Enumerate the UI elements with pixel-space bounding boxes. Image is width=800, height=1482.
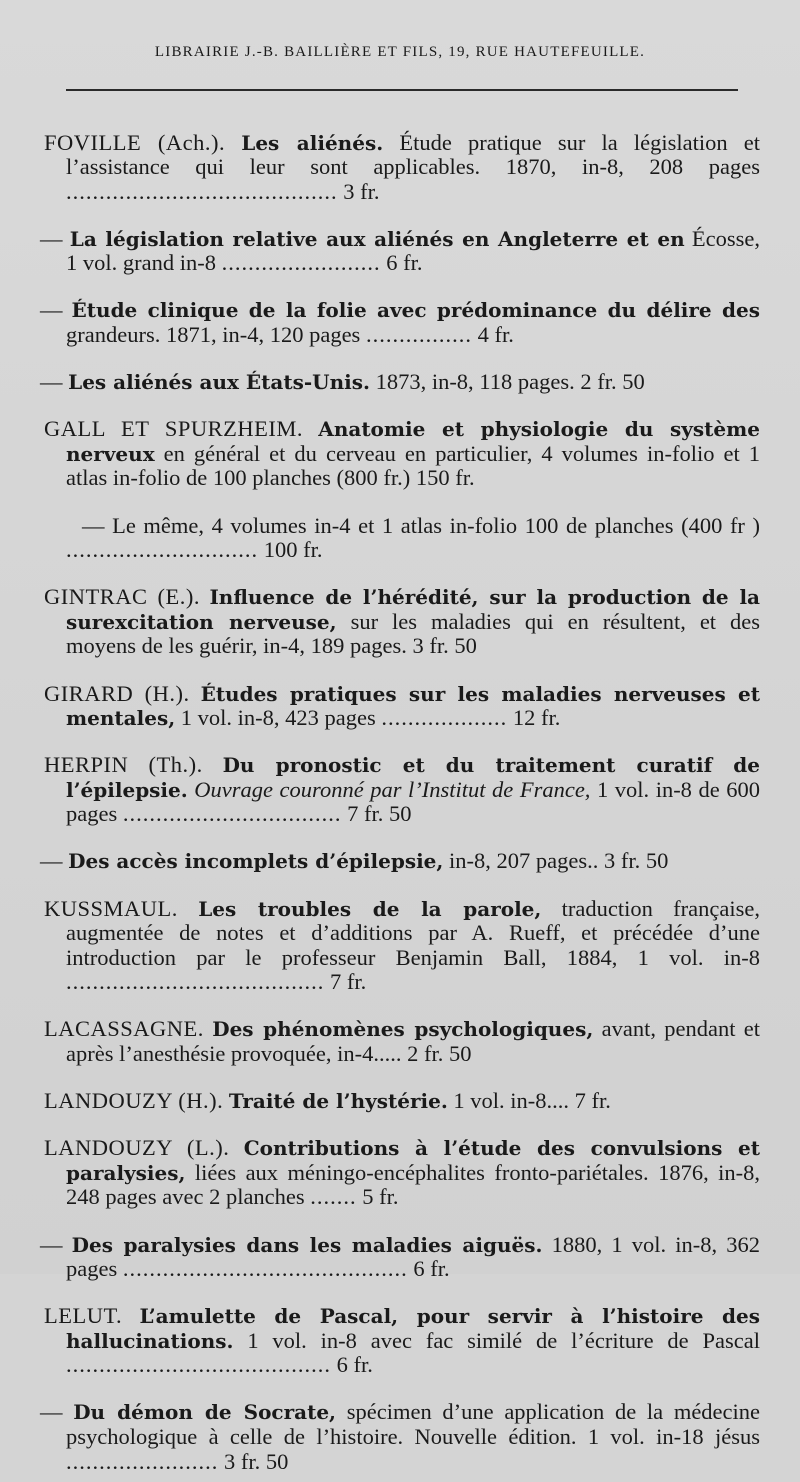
entry-author: GALL ET SPURZHEIM. xyxy=(44,416,303,442)
entry-title: Du pronostic et du traitement curatif de l’épilepsie. xyxy=(66,753,761,802)
entry-title: Contributions à l’étude des convulsions et paralysies, xyxy=(66,1136,761,1185)
entry-price: 6 fr. xyxy=(413,1256,450,1282)
ditto-dash: — xyxy=(40,848,63,874)
entry-description: Le même, 4 volumes in-4 et 1 atlas in-folio 100 de planches (400 fr ) xyxy=(112,512,761,538)
ditto-dash: — xyxy=(40,1399,63,1425)
entry-author: GIRARD (H.). xyxy=(44,680,190,706)
entry-title: L’amulette de Pascal, pour servir à l’histoire des hallucinations. xyxy=(66,1304,761,1353)
leader-dots: ........................................... xyxy=(122,1256,408,1282)
catalog-entry xyxy=(40,1017,760,1066)
entry-description: en général et du cerveau en particulier, 4 volumes in-folio et 1 atlas in-folio de 100 planches (800 fr.) xyxy=(66,440,760,491)
catalog-entry xyxy=(40,370,760,395)
entry-price: 6 fr. xyxy=(336,1352,373,1378)
ditto-dash: — xyxy=(40,297,63,323)
entry-author: LANDOUZY (L.). xyxy=(44,1135,230,1161)
catalog-entry xyxy=(40,417,760,491)
entry-title: Les troubles de la parole, xyxy=(198,896,542,921)
leader-dots: ......................................... xyxy=(66,178,338,204)
catalog-entry xyxy=(40,753,760,827)
page-header: LIBRAIRIE J.-B. BAILLIÈRE ET FILS, 19, RUE HAUTEFEUILLE. xyxy=(154,44,646,60)
entry-price: 6 fr. xyxy=(386,250,423,276)
entry-author: LANDOUZY (H.). xyxy=(44,1088,224,1114)
catalog-entry xyxy=(40,1089,760,1114)
entry-price: 12 fr. xyxy=(512,705,561,731)
leader-dots: ....... xyxy=(310,1184,357,1210)
entry-description: spécimen d’une application de la médecine psychologique à celle de l’histoire. Nouvelle édition. 1 vol. in-18 jésus xyxy=(66,1399,761,1450)
catalog-entry xyxy=(40,298,760,347)
ditto-dash: — xyxy=(40,1231,63,1257)
entry-title: Les aliénés aux États-Unis. xyxy=(68,370,370,395)
entry-description: 1 vol. in-8 de 600 pages xyxy=(66,776,761,827)
catalog-entry xyxy=(40,585,760,659)
entry-author: LELUT. xyxy=(44,1303,123,1329)
entry-description: 1 vol. in-8, 423 pages xyxy=(180,705,376,731)
entry-price: 3 fr. 50 xyxy=(224,1448,289,1474)
ditto-dash: — xyxy=(40,369,63,395)
entry-description: Étude pratique sur la législation et l’assistance qui leur sont applicables. 1870, in-8, 208 pages xyxy=(66,129,760,180)
catalog-entry xyxy=(40,131,760,205)
catalog-entries xyxy=(40,108,760,1482)
entry-author: LACASSAGNE. xyxy=(44,1016,204,1042)
catalog-entry xyxy=(40,682,760,731)
catalog-entry xyxy=(40,1136,760,1210)
entry-price: 100 fr. xyxy=(263,537,323,563)
entry-title: La législation relative aux aliénés en Angleterre et en xyxy=(69,226,685,251)
entry-title: Des paralysies dans les maladies aiguës. xyxy=(71,1232,543,1257)
entry-title: Influence de l’hérédité, sur la production de la surexcitation nerveuse, xyxy=(66,585,761,634)
entry-author: HERPIN (Th.). xyxy=(44,752,203,778)
entry-description: 1880, 1 vol. in-8, 362 pages xyxy=(66,1231,761,1282)
entry-description: in-8, 207 pages.. xyxy=(449,848,599,874)
entry-description: 1873, in-8, 118 pages. xyxy=(375,369,575,395)
catalog-entry xyxy=(40,514,760,563)
catalog-entry xyxy=(40,897,760,995)
entry-description: 1 vol. in-8 avec fac similé de l’écriture de Pascal xyxy=(247,1327,760,1353)
entry-description: traduction française, augmentée de notes et d’additions par A. Rueff, et précédée d’une introduction par le professeur Benjamin Ball, 1884, 1 vol. in-8 xyxy=(66,895,760,970)
entry-description: liées aux méningo-encéphalites fronto-pariétales. 1876, in-8, 248 pages avec 2 planches xyxy=(66,1159,760,1210)
leader-dots: ........................ xyxy=(221,250,381,276)
entry-description: avant, pendant et après l’anesthésie provoquée, in-4..... xyxy=(66,1016,761,1067)
entry-price: 3 fr. xyxy=(343,178,380,204)
entry-description: grandeurs. 1871, in-4, 120 pages xyxy=(66,322,361,348)
entry-price: 3 fr. 50 xyxy=(603,848,669,874)
entry-title: Anatomie et physiologie du système nerveux xyxy=(66,417,761,466)
leader-dots: ................................. xyxy=(122,801,342,827)
entry-author: FOVILLE (Ach.). xyxy=(44,129,226,155)
catalog-entry xyxy=(40,227,760,276)
entry-title: Des phénomènes psychologiques, xyxy=(212,1017,594,1042)
entry-price: 7 fr. xyxy=(330,969,367,995)
catalog-entry xyxy=(40,1304,760,1378)
entry-title: Étude clinique de la folie avec prédominance du délire des xyxy=(71,298,760,323)
entry-title: Des accès incomplets d’épilepsie, xyxy=(68,849,444,874)
entry-price: 2 fr. 50 xyxy=(580,369,645,395)
entry-price: 5 fr. xyxy=(362,1184,399,1210)
entry-description: 1 vol. in-8.... xyxy=(453,1088,570,1114)
entry-price: 150 fr. xyxy=(415,465,475,491)
leader-dots: ................... xyxy=(381,705,508,731)
leader-dots: ................ xyxy=(365,322,472,348)
entry-author: GINTRAC (E.). xyxy=(44,584,200,610)
entry-title: Traité de l’hystérie. xyxy=(228,1089,448,1114)
entry-price: 2 fr. 50 xyxy=(407,1041,472,1067)
leader-dots: ....................................... xyxy=(66,969,325,995)
entry-description: sur les maladies qui en résultent, et des moyens de les guérir, in-4, 189 pages. xyxy=(66,608,761,659)
entry-title: Du démon de Socrate, xyxy=(73,1400,337,1425)
entry-price: 7 fr. 50 xyxy=(347,801,412,827)
ditto-dash: — xyxy=(82,512,105,538)
leader-dots: ........................................ xyxy=(66,1352,331,1378)
entry-italic-note: Ouvrage couronné par l’Institut de France, xyxy=(194,776,591,802)
catalog-entry xyxy=(40,1233,760,1282)
ditto-dash: — xyxy=(40,225,63,251)
entry-title: Études pratiques sur les maladies nerveuses et mentales, xyxy=(66,681,760,731)
catalog-entry xyxy=(40,1400,760,1474)
header-rule xyxy=(66,89,738,91)
entry-author: KUSSMAUL. xyxy=(44,895,178,921)
entry-price: 4 fr. xyxy=(477,322,514,348)
leader-dots: ....................... xyxy=(66,1448,219,1474)
leader-dots: ............................. xyxy=(66,537,259,563)
entry-price: 3 fr. 50 xyxy=(412,633,477,659)
entry-price: 7 fr. xyxy=(574,1088,611,1114)
entry-title: Les aliénés. xyxy=(241,130,384,155)
catalog-entry xyxy=(40,849,760,874)
entry-description: Écosse, 1 vol. grand in-8 xyxy=(66,225,760,276)
